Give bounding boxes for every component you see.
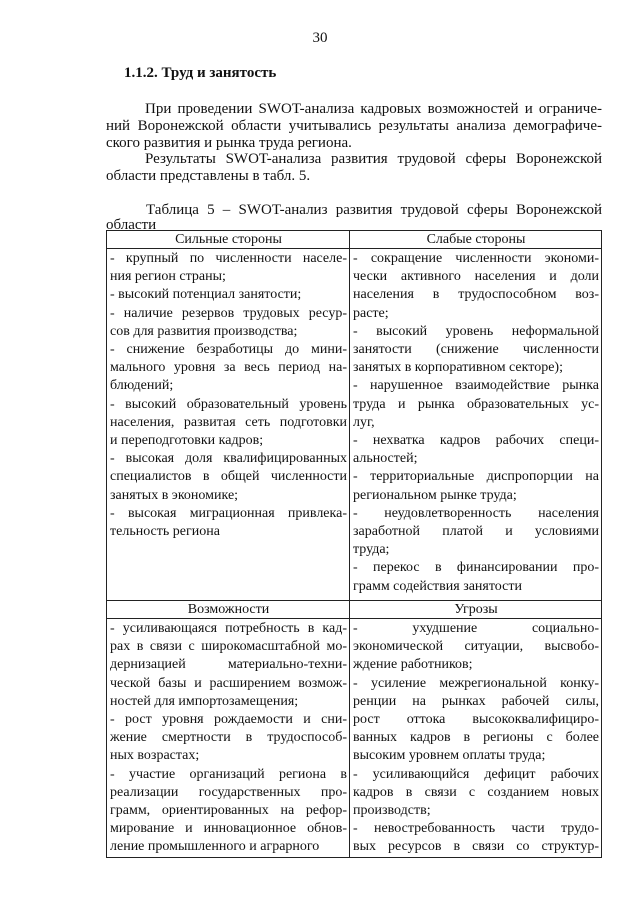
cell-line: производств; [353,803,431,819]
cell-line: реализации государственных про- [110,784,347,800]
cell-line: чески активного населения и доли [353,269,599,285]
paragraph-line: ского развития и рынка труда региона. [106,135,352,151]
cell-line: и переподготовки кадров; [110,433,264,449]
strengths-cell [107,249,350,601]
cell-line: населения в трудоспособном воз- [353,287,599,303]
weaknesses-cell [350,249,602,601]
paragraph-intro [106,101,602,152]
cell-line: - участие организаций региона в [110,766,347,782]
cell-line: ление промышленного и аграрного [110,839,320,855]
cell-line: - усиливающийся дефицит рабочих [353,766,599,782]
cell-line: занятых в экономике; [110,487,239,503]
cell-line: дернизацией материально-техни- [110,657,347,673]
cell-line: - усиление межрегиональной конку- [353,675,599,691]
cell-line: заработной платой и условиями [353,524,599,540]
cell-line: - высокая доля квалифицированных [110,451,347,467]
cell-line: ческой базы и расширением возмож- [110,675,347,691]
cell-line: грамм содействия занятости [353,578,522,594]
cell-line: занятости (снижение численности [353,342,599,358]
cell-line: - нарушенное взаимодействие рынка [353,378,599,394]
cell-line: - территориальные диспропорции на [353,469,599,485]
cell-line: - высокий образовательный уровень [110,396,347,412]
cell-line: грамм, ориентированных на рефор- [110,803,347,819]
cell-line: населения, развитая сеть подготовки [110,414,347,430]
header-strengths: Сильные стороны [107,231,350,249]
cell-line: рост оттока высококвалифициро- [353,712,599,728]
cell-line: альностей; [353,451,418,467]
cell-line: ностей для импортозамещения; [110,693,299,709]
cell-line: занятых в корпоративном секторе); [353,360,563,376]
cell-line: блюдений; [110,378,174,394]
cell-line: - нехватка кадров рабочих специ- [353,433,599,449]
cell-line: труда и рынка образовательных ус- [353,396,599,412]
cell-line: - ухудшение социально- [353,621,599,636]
caption-line: Таблица 5 – SWOT-анализ развития трудовой сферы Воронежской [146,202,602,218]
cell-line: сов для развития производства; [110,323,298,339]
paragraph-line: Результаты SWOT-анализа развития трудовой сферы Воронежской [145,151,602,167]
table-row [107,619,602,858]
cell-line: экономической ситуации, высвобо- [353,639,599,655]
table-caption [106,203,602,233]
cell-line: рах в связи с широкомасштабной мо- [110,639,347,655]
cell-line: расте; [353,305,389,321]
cell-line: - рост уровня рождаемости и сни- [110,712,347,728]
cell-line: специалистов в общей численности [110,469,347,485]
cell-line: кадров в связи с созданием новых [353,784,599,800]
cell-line: мирование и инновационное обнов- [110,821,347,837]
cell-line: высоким уровнем оплаты труда; [353,748,546,764]
cell-line: тельность региона [110,524,220,540]
cell-line: луг, [353,414,375,430]
paragraph-results [106,151,602,185]
header-weaknesses: Слабые стороны [350,231,602,249]
page-number: 30 [312,30,328,46]
cell-line: - высокий уровень неформальной [353,323,599,339]
paragraph-line: ний Воронежской области учитывались результаты анализа демографиче- [106,118,602,134]
cell-line: мального уровня за весь период на- [110,360,347,376]
cell-line: ренции на рынках рабочей силы, [353,693,599,709]
table-row [107,249,602,601]
cell-line: ждение работников; [353,657,473,673]
cell-line: - усиливающаяся потребность в кад- [110,621,347,636]
cell-line: ванных кадров в регионы с более [353,730,599,746]
cell-line: ния регион страны; [110,269,226,285]
paragraph-line: области представлены в табл. 5. [106,168,311,184]
cell-line: - снижение безработицы до мини- [110,342,347,358]
cell-line: - высокий потенциал занятости; [110,287,302,303]
table-header-row [107,231,602,249]
cell-line: - наличие резервов трудовых ресур- [110,305,347,321]
cell-line: - перекос в финансировании про- [353,560,599,576]
cell-line: вых ресурсов в связи со структур- [353,839,599,855]
swot-table [106,230,602,858]
opportunities-cell [107,619,350,858]
cell-line: - невостребованность части трудо- [353,821,599,837]
paragraph-line: При проведении SWOT-анализа кадровых возможностей и ограниче- [145,101,602,117]
cell-line: - неудовлетворенность населения [353,505,599,521]
header-threats: Угрозы [350,601,602,619]
caption-line: области [106,217,157,233]
cell-line: жение смертности в трудоспособ- [110,730,347,746]
cell-line: труда; [353,542,390,558]
cell-line: - сокращение численности экономи- [353,251,599,266]
table-header-row [107,601,602,619]
cell-line: ных возрастах; [110,748,200,764]
cell-line: - высокая миграционная привлека- [110,505,347,521]
cell-line: - крупный по численности населе- [110,251,347,266]
threats-cell [350,619,602,858]
section-heading: 1.1.2. Труд и занятость [124,65,277,81]
cell-line: региональном рынке труда; [353,487,517,503]
header-opportunities: Возможности [107,601,350,619]
